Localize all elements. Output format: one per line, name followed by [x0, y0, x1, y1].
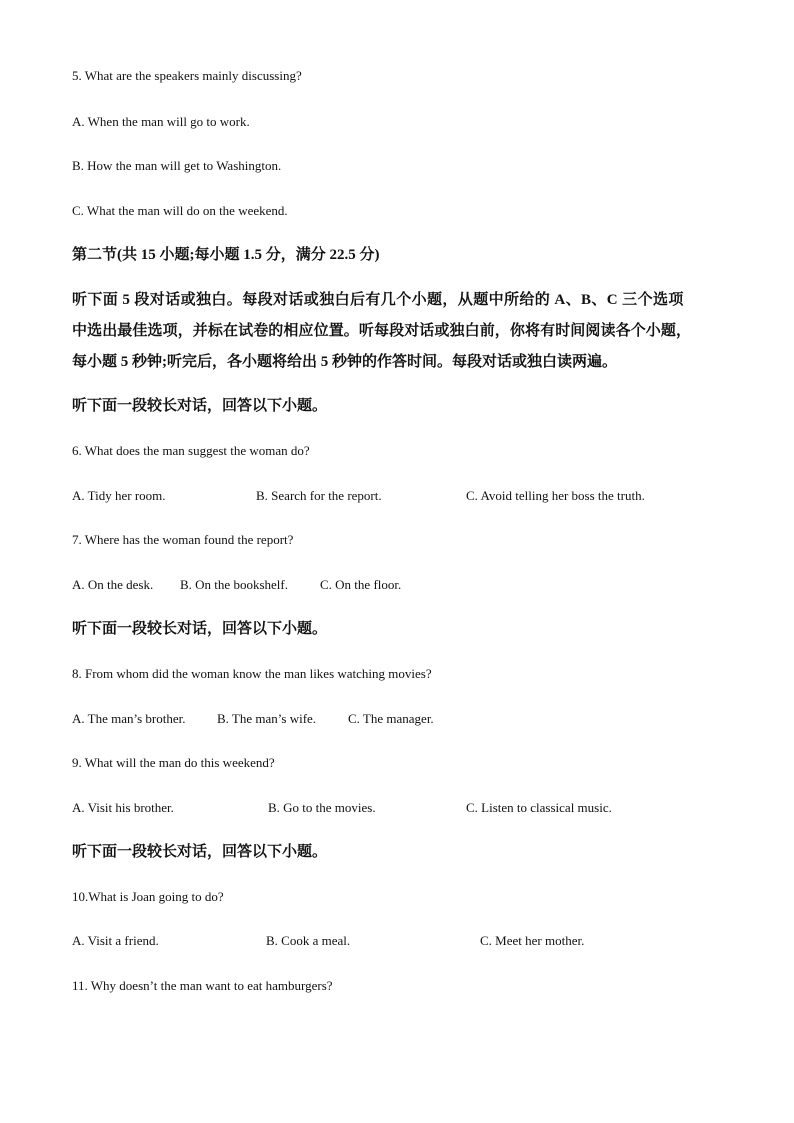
question-7: 7. Where has the woman found the report?: [72, 532, 294, 547]
q10-option-c: C. Meet her mother.: [480, 933, 585, 948]
q5-option-a: A. When the man will go to work.: [72, 114, 250, 129]
q9-option-b: B. Go to the movies.: [268, 800, 376, 815]
instructions-line-3: 每小题 5 秒钟;听完后，各小题将给出 5 秒钟的作答时间。每段对话或独白读两遍。: [72, 354, 617, 370]
question-6: 6. What does the man suggest the woman do?: [72, 443, 310, 458]
question-10: 10.What is Joan going to do?: [72, 889, 224, 904]
question-8: 8. From whom did the woman know the man likes watching movies?: [72, 666, 432, 681]
instructions-line-2: 中选出最佳选项，并标在试卷的相应位置。听每段对话或独白前，你将有时间阅读各个小题，: [72, 323, 692, 339]
question-5: 5. What are the speakers mainly discussing?: [72, 68, 302, 83]
q8-option-c: C. The manager.: [348, 711, 434, 726]
dialog-heading-2: 听下面一段较长对话，回答以下小题。: [72, 621, 328, 637]
q7-option-c: C. On the floor.: [320, 577, 402, 592]
question-9: 9. What will the man do this weekend?: [72, 755, 275, 770]
q8-option-a: A. The man’s brother.: [72, 711, 186, 726]
section-header: 第二节(共 15 小题;每小题 1.5 分，满分 22.5 分): [72, 247, 380, 263]
q8-option-b: B. The man’s wife.: [217, 711, 317, 726]
q9-option-c: C. Listen to classical music.: [466, 800, 612, 815]
q6-option-a: A. Tidy her room.: [72, 488, 166, 503]
q10-option-a: A. Visit a friend.: [72, 933, 159, 948]
q9-option-a: A. Visit his brother.: [72, 800, 174, 815]
instructions-line-1: 听下面 5 段对话或独白。每段对话或独白后有几个小题，从题中所给的 A、B、C 三个选项: [72, 292, 684, 308]
q6-option-c: C. Avoid telling her boss the truth.: [466, 488, 645, 503]
q6-option-b: B. Search for the report.: [256, 488, 382, 503]
q7-option-a: A. On the desk.: [72, 577, 154, 592]
dialog-heading-3: 听下面一段较长对话，回答以下小题。: [72, 844, 328, 860]
q10-option-b: B. Cook a meal.: [266, 933, 351, 948]
dialog-heading-1: 听下面一段较长对话，回答以下小题。: [72, 398, 328, 414]
q7-option-b: B. On the bookshelf.: [180, 577, 288, 592]
q5-option-c: C. What the man will do on the weekend.: [72, 203, 288, 218]
question-11: 11. Why doesn’t the man want to eat hamburgers?: [72, 978, 333, 993]
q5-option-b: B. How the man will get to Washington.: [72, 158, 282, 173]
